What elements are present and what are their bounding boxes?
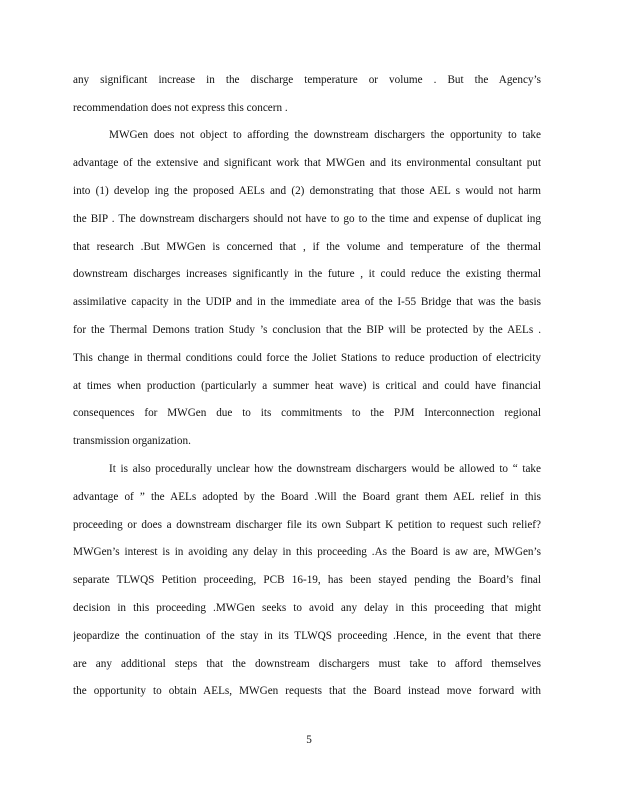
text-line: are any additional steps that the downstream dischargers must take to afford themselves bbox=[73, 658, 541, 670]
text-line: for the Thermal Demons tration Study ’s conclusion that the BIP will be protected by the AELs . bbox=[73, 324, 541, 336]
text-line: into (1) develop ing the proposed AELs and (2) demonstrating that those AEL s would not harm bbox=[73, 185, 541, 197]
text-line: advantage of the extensive and significant work that MWGen and its environmental consultant put bbox=[73, 157, 541, 169]
text-line: downstream discharges increases significantly in the future , it could reduce the existing thermal bbox=[73, 268, 541, 280]
text-line: transmission organization. bbox=[73, 435, 191, 447]
text-line: consequences for MWGen due to its commitments to the PJM Interconnection regional bbox=[73, 407, 541, 419]
text-line: at times when production (particularly a summer heat wave) is critical and could have financial bbox=[73, 380, 541, 392]
text-line: jeopardize the continuation of the stay in its TLWQS proceeding .Hence, in the event that there bbox=[73, 630, 541, 642]
text-line: proceeding or does a downstream discharger file its own Subpart K petition to request such relief? bbox=[73, 519, 541, 531]
text-line: that research .But MWGen is concerned that , if the volume and temperature of the thermal bbox=[73, 241, 541, 253]
paragraph-first-line: MWGen does not object to affording the downstream dischargers the opportunity to take bbox=[109, 129, 541, 141]
text-line: recommendation does not express this concern . bbox=[73, 102, 288, 114]
text-line: assimilative capacity in the UDIP and in the immediate area of the I-55 Bridge that was the basis bbox=[73, 296, 541, 308]
text-line: the BIP . The downstream dischargers should not have to go to the time and expense of duplicat ing bbox=[73, 213, 541, 225]
page-number: 5 bbox=[306, 734, 312, 746]
text-line: MWGen’s interest is in avoiding any delay in this proceeding .As the Board is aw are, MWGen’s bbox=[73, 546, 541, 558]
text-line: the opportunity to obtain AELs, MWGen requests that the Board instead move forward with bbox=[73, 685, 541, 697]
paragraph-first-line: It is also procedurally unclear how the downstream dischargers would be allowed to “ take bbox=[109, 463, 541, 475]
text-line: decision in this proceeding .MWGen seeks to avoid any delay in this proceeding that might bbox=[73, 602, 541, 614]
text-line: advantage of ” the AELs adopted by the Board .Will the Board grant them AEL relief in this bbox=[73, 491, 541, 503]
text-line: separate TLWQS Petition proceeding, PCB 16-19, has been stayed pending the Board’s final bbox=[73, 574, 541, 586]
text-line: any significant increase in the discharge temperature or volume . But the Agency’s bbox=[73, 74, 541, 86]
text-line: This change in thermal conditions could force the Joliet Stations to reduce production of electricity bbox=[73, 352, 541, 364]
